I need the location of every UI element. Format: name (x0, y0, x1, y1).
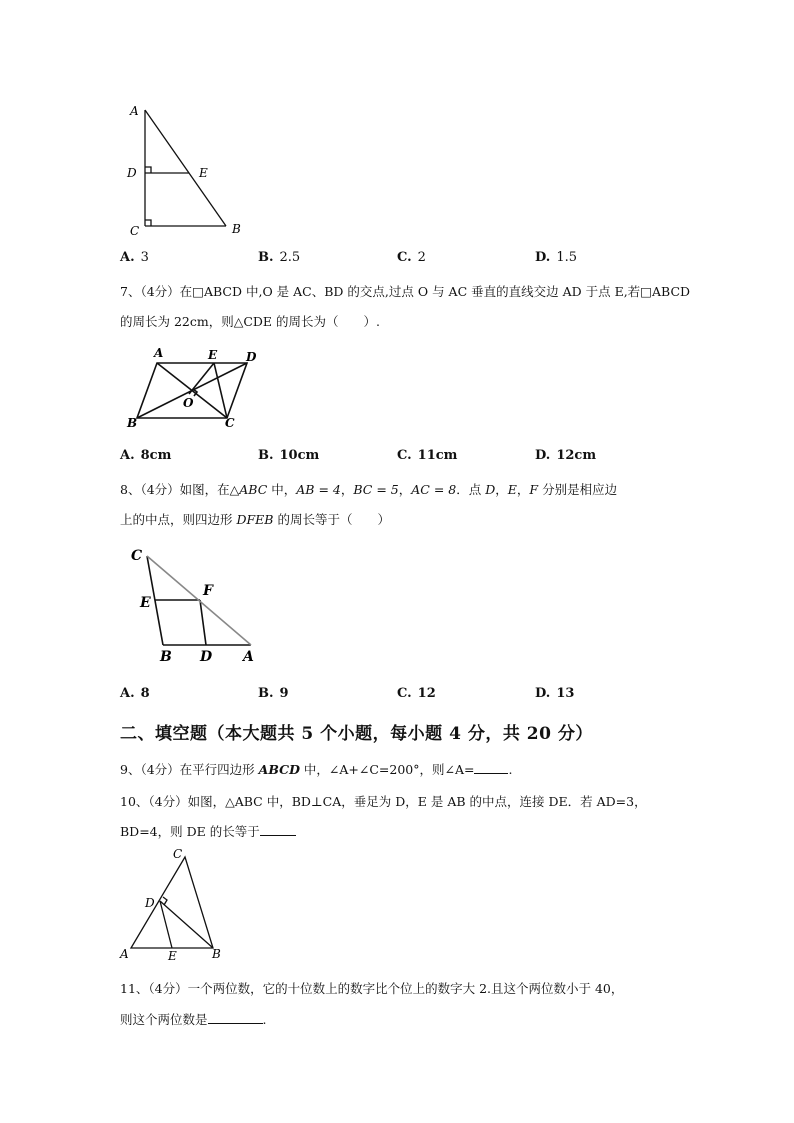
fig6-label-d: D (127, 166, 137, 180)
fig8-label-d: D (200, 649, 213, 665)
fig8-label-c: C (131, 548, 143, 564)
q7-option-b: B. 10cm (258, 448, 320, 463)
q6-option-c: C. 2 (397, 250, 426, 265)
q8-option-c: C. 12 (397, 686, 436, 701)
fig10-label-b: B (212, 947, 221, 961)
fig8-label-b: B (160, 649, 172, 665)
fig7-label-b: B (127, 416, 138, 430)
fig10-label-a: A (120, 947, 129, 961)
fig10-label-e: E (168, 949, 177, 963)
fig8-label-f: F (203, 583, 213, 599)
fig10-label-d: D (145, 896, 155, 910)
fig7-label-d: D (246, 350, 257, 364)
q8-option-a: A. 8 (120, 686, 150, 701)
fig8-label-e: E (140, 595, 151, 611)
q7-option-d: D. 12cm (535, 448, 597, 463)
q11-stem-line1: 11、（4分）一个两位数，它的十位数上的数字比个位上的数字大 2.且这个两位数小于 40， (120, 981, 624, 996)
fig6-label-e: E (199, 166, 208, 180)
fig10-label-c: C (173, 847, 183, 861)
q6-option-d: D. 1.5 (535, 250, 578, 265)
fig6-label-c: C (130, 224, 140, 238)
q9-stem: 9、（4分）在平行四边形 ABCD 中，∠A+∠C=200°，则∠A= . (120, 762, 513, 777)
q10-answer-blank[interactable] (260, 823, 296, 836)
q7-option-a: A. 8cm (120, 448, 172, 463)
q9-answer-blank[interactable] (474, 761, 508, 774)
q10-stem-line2: BD=4，则 DE 的长等于 (120, 822, 296, 840)
q11-stem-line2: 则这个两位数是 . (120, 1012, 267, 1027)
fig7-label-e: E (208, 348, 218, 362)
q7-stem-line2: 的周长为 22cm，则△CDE 的周长为（ ）. (120, 314, 381, 329)
fig7-label-c: C (225, 416, 235, 430)
q8-option-b: B. 9 (258, 686, 289, 701)
q8-stem-line1: 8、（4分）如图，在△ABC 中，AB = 4，BC = 5，AC = 8．点 D，E，F 分别是相应边 (120, 482, 618, 497)
figure-q7 (122, 343, 272, 433)
figure-q6 (118, 100, 258, 240)
q7-option-c: C. 11cm (397, 448, 458, 463)
q11-answer-blank[interactable] (208, 1011, 263, 1024)
fig7-label-a: A (154, 346, 164, 360)
q6-option-b: B. 2.5 (258, 250, 301, 265)
fig7-label-o: O (183, 396, 194, 410)
fig6-label-b: B (232, 222, 241, 236)
q7-stem-line1: 7、（4分）在□ABCD 中,O 是 AC、BD 的交点,过点 O 与 AC 垂直的直线交边 AD 于点 E,若□ABCD (120, 284, 691, 299)
fig8-label-a: A (243, 649, 254, 665)
fig6-label-a: A (130, 104, 139, 118)
q8-option-d: D. 13 (535, 686, 575, 701)
q8-stem-line2: 上的中点，则四边形 DFEB 的周长等于（ ） (120, 512, 390, 527)
q10-stem-line1: 10、（4分）如图，△ABC 中，BD⊥CA，垂足为 D，E 是 AB 的中点，连接 DE．若 AD=3， (120, 794, 647, 809)
figure-q8 (125, 543, 275, 668)
figure-q10 (118, 845, 233, 963)
section-title-fill-in: 二、填空题（本大题共 5 个小题，每小题 4 分，共 20 分） (120, 724, 593, 744)
q6-option-a: A. 3 (120, 250, 149, 265)
